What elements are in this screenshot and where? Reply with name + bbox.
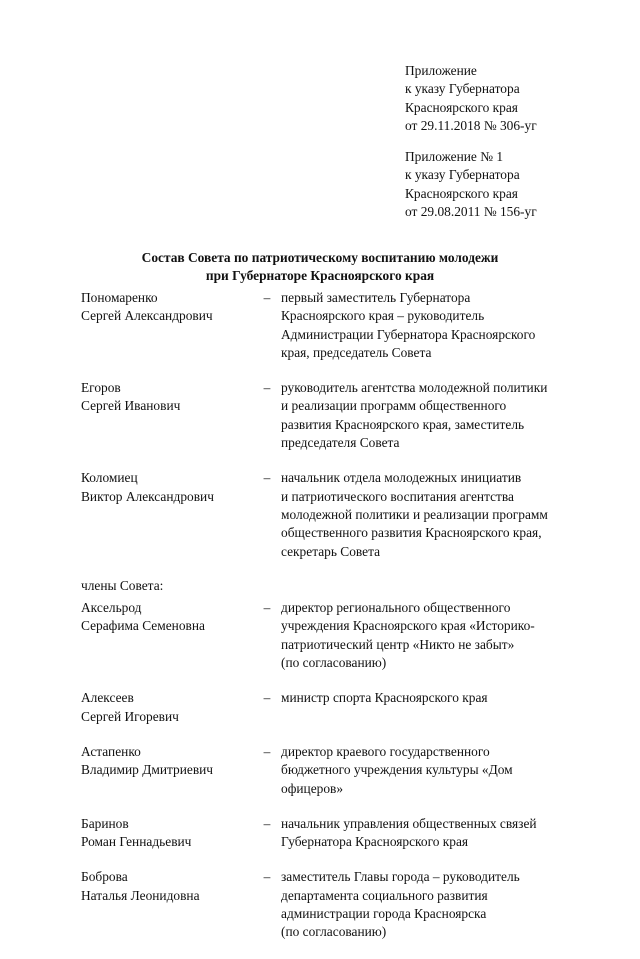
separator-dash: – [263,690,271,706]
role-line: председателя Совета [281,435,400,451]
role-line: министр спорта Красноярского края [281,690,488,706]
role-line: патриотический центр «Никто не забыт» [281,636,515,652]
role-line: общественного развития Красноярского края, [281,525,542,541]
member-name [81,689,253,726]
separator-dash: – [263,869,271,885]
role-line: заместитель Главы города – руководитель [281,869,520,885]
separator-dash: – [263,743,271,759]
separator-dash: – [263,815,271,831]
role-line: учреждения Красноярского края «Историко- [281,618,535,634]
member-row [81,599,636,672]
role-line: края, председатель Совета [281,344,432,360]
member-name [81,868,253,941]
member-name [81,289,253,362]
role-line: директор краевого государственного [281,743,490,759]
role-line: руководитель агентства молодежной политики [281,380,548,396]
member-row [81,689,636,726]
role-line: секретарь Совета [281,543,381,559]
member-given-name: Наталья Леонидовна [81,887,200,903]
member-role [281,868,581,941]
separator-dash: – [263,380,271,396]
member-role [281,743,581,798]
role-line: молодежной политики и реализации программ [281,506,548,522]
member-row [81,379,636,452]
appendix-current-header [405,62,635,135]
document-title [0,249,640,286]
appendix-line: от 29.11.2018 № 306-уг [405,117,537,133]
role-line: начальник отдела молодежных инициатив [281,470,522,486]
role-line: (по согласованию) [281,924,387,940]
appendix-line: Красноярского края [405,185,518,201]
member-given-name: Виктор Александрович [81,488,214,504]
member-row [81,743,636,798]
member-surname: Боброва [81,869,128,885]
role-line: Администрации Губернатора Красноярского [281,326,536,342]
member-surname: Алексеев [81,690,134,706]
member-name [81,469,253,560]
member-given-name: Владимир Дмитриевич [81,762,214,778]
member-surname: Астапенко [81,743,141,759]
separator-dash: – [263,600,271,616]
role-line: офицеров» [281,780,344,796]
member-role [281,289,581,362]
role-line: бюджетного учреждения культуры «Дом [281,762,513,778]
role-line: Красноярского края – руководитель [281,308,485,324]
appendix-line: Приложение [405,63,477,78]
appendix-line: Красноярского края [405,99,518,115]
council-composition [81,289,636,959]
member-row [81,868,636,941]
member-given-name: Серафима Семеновна [81,618,205,634]
member-surname: Баринов [81,815,129,831]
role-line: первый заместитель Губернатора [281,290,471,305]
member-role [281,379,581,452]
member-row [81,815,636,852]
member-name [81,379,253,452]
members-section-label: члены Совета: [81,577,164,593]
member-given-name: Сергей Александрович [81,308,213,324]
member-row [81,289,636,362]
member-role [281,599,581,672]
appendix-original-header [405,148,635,221]
member-surname: Егоров [81,380,121,396]
member-role [281,815,581,852]
title-line: при Губернаторе Красноярского края [205,268,435,284]
appendix-line: к указу Губернатора [405,81,520,97]
appendix-line: к указу Губернатора [405,167,520,183]
appendix-line: от 29.08.2011 № 156-уг [405,203,537,219]
member-given-name: Сергей Иванович [81,398,181,414]
role-line: Губернатора Красноярского края [281,834,469,850]
role-line: начальник управления общественных связей [281,815,537,831]
member-given-name: Роман Геннадьевич [81,834,192,850]
member-name [81,599,253,672]
member-surname: Коломиец [81,470,138,486]
member-name [81,815,253,852]
appendix-line: Приложение № 1 [405,149,504,164]
separator-dash: – [263,470,271,486]
member-role [281,469,581,560]
member-row [81,469,636,560]
member-given-name: Сергей Игоревич [81,708,179,724]
role-line: и реализации программ общественного [281,398,507,414]
member-surname: Аксельрод [81,600,142,616]
separator-dash: – [263,290,271,305]
role-line: и патриотического воспитания агентства [281,488,514,504]
role-line: развития Красноярского края, заместитель [281,416,525,432]
title-line: Состав Совета по патриотическому воспитанию молодежи [141,250,499,265]
role-line: (по согласованию) [281,655,387,671]
member-surname: Пономаренко [81,290,158,305]
member-name [81,743,253,798]
role-line: директор регионального общественного [281,600,511,616]
role-line: департамента социального развития [281,887,488,903]
role-line: администрации города Красноярска [281,906,487,922]
member-role [281,689,581,726]
